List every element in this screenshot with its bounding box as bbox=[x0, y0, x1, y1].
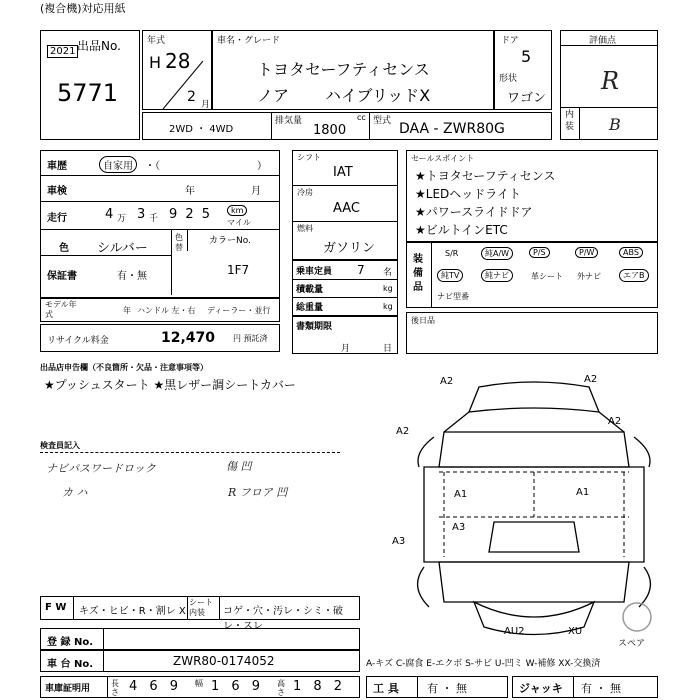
month-value: 2 bbox=[187, 89, 196, 105]
inspector-note-3: カ ハ bbox=[62, 486, 88, 499]
drive-type: 2WD ・ 4WD bbox=[169, 124, 234, 135]
garage-label: 車庫証明用 bbox=[45, 684, 91, 694]
doc-month: 月 bbox=[341, 344, 351, 354]
year-tag: 2021 bbox=[47, 45, 78, 58]
mileage-sen: 3 bbox=[137, 207, 146, 222]
notes-label: 出品店申告欄（不良箇所・欠品・注意事項等） bbox=[40, 363, 208, 372]
color-code-label: カラーNo. bbox=[209, 236, 251, 246]
mileage-man: 4 bbox=[105, 207, 114, 222]
gross-unit: kg bbox=[383, 302, 393, 311]
notes-text: ★プッシュスタート ★黒レザー調シートカバー bbox=[44, 378, 296, 392]
fw-label: F W bbox=[45, 602, 67, 613]
equip-leather: 革シート bbox=[531, 272, 563, 281]
sales-point-1: ★トヨタセーフティセンス bbox=[415, 169, 556, 183]
length-label: 長さ bbox=[111, 679, 119, 697]
shape-value: ワゴン bbox=[507, 91, 547, 106]
chassis-row bbox=[40, 650, 360, 672]
specs-box bbox=[292, 150, 398, 260]
equip-abs: ABS bbox=[619, 247, 643, 258]
capacity-unit: 名 bbox=[383, 268, 393, 278]
model-year-row bbox=[40, 298, 280, 322]
load-label: 積載量 bbox=[296, 285, 324, 295]
registration-row bbox=[40, 628, 360, 650]
inspection-year-unit: 年 bbox=[185, 186, 195, 197]
gross-label: 総重量 bbox=[296, 303, 324, 313]
doc-deadline-label: 書類期限 bbox=[296, 322, 333, 332]
rating-label: 評価点 bbox=[589, 36, 617, 46]
fuel-value: ガソリン bbox=[323, 241, 376, 256]
car-name-box bbox=[212, 30, 494, 110]
model-code-value: DAA - ZWR80G bbox=[399, 121, 505, 137]
diag-mark-2: A2 bbox=[584, 374, 598, 385]
fw-row bbox=[40, 596, 360, 632]
length-value: 4 6 9 bbox=[129, 679, 183, 694]
tools-value: 有 ・ 無 bbox=[427, 682, 467, 695]
mileage-rest: 9 2 5 bbox=[169, 207, 213, 222]
color-value: シルバー bbox=[97, 241, 148, 256]
year-box bbox=[142, 30, 212, 110]
door-count: 5 bbox=[521, 47, 532, 66]
year-label: 年式 bbox=[147, 36, 166, 46]
inspection-month-unit: 月 bbox=[251, 186, 261, 197]
sales-point-2: ★LEDヘッドライト bbox=[415, 187, 521, 201]
history-value: 自家用 bbox=[99, 156, 137, 173]
seat-text: コゲ・穴・汚レ・シミ・破レ・スレ bbox=[223, 606, 343, 632]
capacity-box bbox=[292, 260, 398, 316]
fw-text: キズ・ヒビ・R・割レ X bbox=[79, 606, 186, 617]
rating-score: R bbox=[601, 67, 620, 95]
diag-mark-8: A3 bbox=[392, 536, 406, 547]
shift-label: シフト bbox=[297, 153, 321, 162]
color-label: 色 bbox=[59, 243, 69, 254]
car-maker: トヨタセーフティセンス bbox=[257, 60, 430, 79]
equip-ps: P/S bbox=[529, 247, 550, 258]
warranty-value: 有・無 bbox=[117, 271, 147, 282]
model-year-label: モデル年式 bbox=[45, 300, 77, 319]
recycle-row bbox=[40, 324, 280, 352]
equipment-label: 装備品 bbox=[413, 254, 423, 293]
inspector-note-1: ナビパスワードロック bbox=[46, 462, 156, 475]
width-value: 1 6 9 bbox=[211, 679, 265, 694]
sales-points-label: セールスポイント bbox=[411, 154, 475, 163]
diag-mark-9: AU2 bbox=[504, 626, 525, 637]
warranty-label: 保証書 bbox=[47, 271, 77, 282]
load-unit: kg bbox=[383, 284, 393, 293]
equipment-box bbox=[406, 242, 658, 308]
recycle-value: 12,470 bbox=[161, 330, 216, 346]
form-header: (複合機)対応用紙 bbox=[40, 2, 126, 15]
car-model: ノア bbox=[257, 86, 290, 105]
doc-day: 日 bbox=[383, 344, 393, 354]
equip-sr: S/R bbox=[445, 249, 459, 258]
navi-model-label: ナビ型番 bbox=[437, 292, 469, 301]
jack-value: 有 ・ 無 bbox=[581, 682, 621, 695]
equip-tv: 純TV bbox=[437, 269, 463, 282]
history-close: ） bbox=[257, 161, 267, 172]
ac-label: 冷房 bbox=[297, 188, 313, 197]
recycle-label: リサイクル料金 bbox=[47, 336, 109, 346]
inspection-label: 車検 bbox=[47, 186, 67, 197]
fuel-label: 燃料 bbox=[297, 224, 313, 233]
history-sep: ・（ bbox=[145, 161, 160, 172]
lot-box bbox=[40, 30, 140, 140]
jack-row bbox=[512, 676, 658, 698]
recycle-unit: 円 預託済 bbox=[233, 334, 268, 343]
model-year-unit: 年 bbox=[123, 306, 131, 315]
car-name-label: 車名・グレード bbox=[217, 36, 281, 46]
car-grade: ハイブリッドX bbox=[325, 86, 431, 105]
registration-label: 登 録 No. bbox=[47, 637, 94, 648]
width-label: 幅 bbox=[195, 679, 203, 688]
seat-label: シート内装 bbox=[189, 598, 213, 617]
dealer-type: ディーラー・並行 bbox=[207, 306, 271, 315]
sales-points-box bbox=[406, 150, 658, 242]
door-label: ドア bbox=[501, 36, 519, 46]
chassis-label: 車 台 No. bbox=[47, 659, 94, 670]
displacement-value: 1800 bbox=[313, 123, 347, 138]
height-value: 1 8 2 bbox=[293, 679, 347, 694]
interior-score: B bbox=[609, 115, 621, 134]
sales-point-3: ★パワースライドドア bbox=[415, 205, 533, 219]
rating-box bbox=[560, 30, 658, 140]
shift-value: IAT bbox=[333, 165, 353, 180]
equip-navi: 純ナビ bbox=[481, 269, 513, 282]
mileage-mile: マイル bbox=[227, 218, 251, 227]
equip-aw: 純A/W bbox=[481, 247, 513, 260]
shape-label: 形状 bbox=[499, 74, 518, 84]
diag-mark-5: A1 bbox=[454, 489, 468, 500]
diag-mark-10: XU bbox=[568, 626, 583, 637]
after-install-label: 後日品 bbox=[411, 316, 435, 325]
ac-value: AAC bbox=[333, 201, 360, 216]
capacity-label: 乗車定員 bbox=[296, 267, 333, 277]
vehicle-info bbox=[40, 150, 280, 298]
garage-row bbox=[40, 676, 360, 698]
spare-tire-icon bbox=[620, 600, 654, 634]
equip-pw: P/W bbox=[575, 247, 598, 258]
mileage-km: km bbox=[227, 205, 247, 216]
after-install-box bbox=[406, 312, 658, 354]
mileage-label: 走行 bbox=[47, 213, 67, 224]
tools-row bbox=[366, 676, 508, 698]
diag-mark-1: A2 bbox=[440, 376, 454, 387]
spare-label: スペア bbox=[618, 639, 646, 649]
handle-side: ハンドル 左・右 bbox=[137, 306, 196, 315]
model-code-label: 型式 bbox=[373, 116, 392, 126]
displacement-unit: cc bbox=[357, 113, 366, 122]
lot-label: 出品No. bbox=[77, 39, 121, 53]
color-change-label: 色替 bbox=[175, 233, 183, 252]
diag-mark-4: A2 bbox=[608, 416, 622, 427]
history-label: 車歴 bbox=[47, 161, 67, 172]
capacity-value: 7 bbox=[357, 263, 365, 277]
interior-label: 内装 bbox=[565, 110, 575, 132]
tools-label: 工 具 bbox=[373, 682, 399, 695]
equip-ext-navi: 外ナビ bbox=[577, 272, 601, 281]
door-box bbox=[494, 30, 552, 110]
inspector-note-4: R フロア 凹 bbox=[228, 486, 288, 499]
sales-point-4: ★ビルトインETC bbox=[415, 223, 508, 237]
diag-mark-7: A3 bbox=[452, 522, 466, 533]
inspector-note-2: 傷 凹 bbox=[226, 460, 252, 473]
doc-deadline-box bbox=[292, 316, 398, 354]
month-unit: 月 bbox=[201, 100, 211, 110]
chassis-value: ZWR80-0174052 bbox=[173, 654, 275, 668]
diag-mark-6: A1 bbox=[576, 487, 590, 498]
era: H bbox=[149, 53, 162, 72]
drive-row bbox=[142, 112, 552, 140]
lot-number: 5771 bbox=[57, 79, 119, 107]
jack-label: ジャッキ bbox=[519, 682, 563, 695]
equip-airbag: エアB bbox=[619, 269, 649, 282]
displacement-label: 排気量 bbox=[275, 116, 303, 126]
height-label: 高さ bbox=[277, 679, 285, 697]
mileage-sen-unit: 千 bbox=[149, 214, 159, 224]
color-code: 1F7 bbox=[227, 263, 250, 277]
damage-legend: A-キズ C-腐食 E-エクボ S-サビ U-凹ミ W-補修 XX-交換済 bbox=[366, 659, 601, 669]
mileage-man-unit: 万 bbox=[117, 214, 127, 224]
inspector-label: 検査員記入 bbox=[40, 441, 80, 450]
diag-mark-3: A2 bbox=[396, 426, 410, 437]
year-value: 28 bbox=[165, 49, 191, 73]
